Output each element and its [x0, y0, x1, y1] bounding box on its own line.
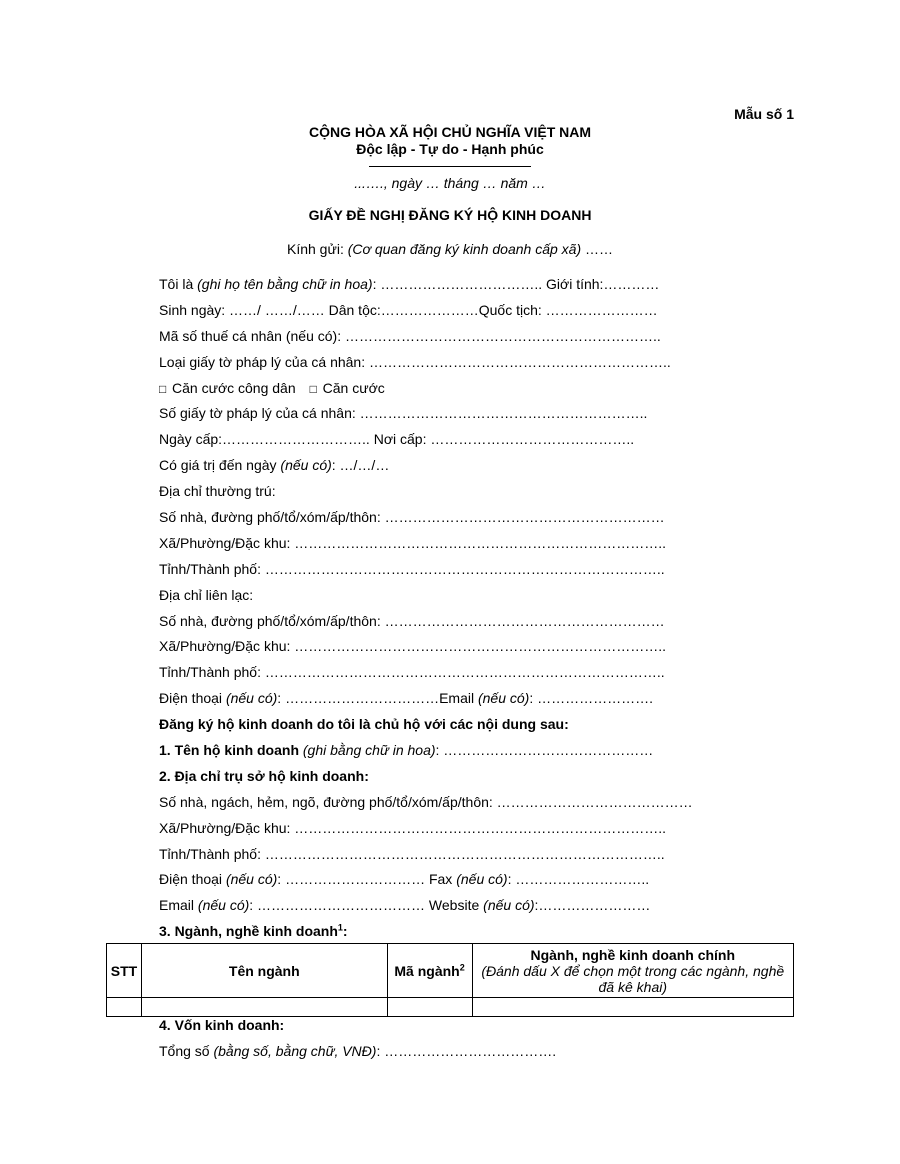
national-motto: Độc lập - Tự do - Hạnh phúc	[356, 141, 544, 157]
business-phone-blank: : ………………………… Fax	[277, 871, 457, 888]
business-name-field[interactable]	[159, 739, 799, 765]
col-industry-code	[387, 944, 472, 998]
option-citizen-id-label: Căn cước công dân	[172, 379, 296, 396]
tax-code-field[interactable]: Mã số thuế cá nhân (nếu có): …………………………………………………………..	[159, 327, 661, 344]
contact-address-heading: Địa chỉ liên lạc:	[159, 586, 254, 603]
email-hint: (nếu có)	[477, 690, 530, 707]
business-street-field[interactable]: Số nhà, ngách, hẻm, ngõ, đường phố/tổ/xóm/ấp/thôn: ……………………………………	[159, 793, 693, 810]
name-label: Tôi là	[159, 276, 198, 292]
phone-blank-email-label: : ……………………………Email	[277, 690, 478, 707]
col-industry-code-label: Mã ngành	[394, 962, 460, 979]
document-title: GIẤY ĐỀ NGHỊ ĐĂNG KÝ HỘ KINH DOANH	[308, 207, 592, 223]
section-1-hint: (ghi bằng chữ in hoa)	[299, 742, 436, 759]
permanent-city-field[interactable]: Tỉnh/Thành phố: …………………………………………………………………………..	[159, 560, 665, 577]
recipient-authority: (Cơ quan đăng ký kinh doanh cấp xã)	[347, 241, 582, 257]
industry-table-header	[107, 944, 794, 998]
business-ward-field[interactable]: Xã/Phường/Đặc khu: ……………………………………………………………………..	[159, 819, 667, 836]
national-title: CỘNG HÒA XÃ HỘI CHỦ NGHĨA VIỆT NAM	[308, 124, 592, 140]
fax-blank: : ………………………..	[507, 871, 650, 888]
recipient-line	[0, 241, 900, 257]
col-main-industry	[472, 944, 793, 998]
document-header	[0, 124, 900, 191]
business-email-label: Email	[159, 897, 198, 914]
col-industry-name: Tên ngành	[141, 944, 387, 998]
name-hint: (ghi họ tên bằng chữ in hoa)	[197, 276, 373, 292]
valid-until-field[interactable]	[159, 454, 799, 480]
website-blank: :……………………	[534, 897, 651, 914]
permanent-address-heading: Địa chỉ thường trú:	[159, 483, 276, 500]
checkbox-citizen-id[interactable]: □	[159, 381, 167, 396]
header-divider	[369, 166, 531, 167]
id-type-options	[159, 377, 799, 403]
id-document-type-field[interactable]: Loại giấy tờ pháp lý của cá nhân: ………………………………………………………..	[159, 353, 671, 370]
business-email-website-field[interactable]	[159, 894, 799, 920]
valid-blank: : …/…/…	[331, 457, 390, 474]
option-id-card-label: Căn cước	[322, 379, 385, 396]
capital-hint: (bằng số, bằng chữ, VNĐ)	[213, 1042, 377, 1059]
col-stt: STT	[107, 944, 142, 998]
issue-date-place-field[interactable]: Ngày cấp:………………………….. Nơi cấp: ……………………………………..	[159, 431, 635, 448]
email-blank: : …………………….	[529, 690, 654, 707]
checkbox-id-card[interactable]: □	[309, 381, 317, 396]
business-email-blank: : ……………………………… Website	[249, 897, 484, 914]
birth-ethnicity-nationality-field[interactable]: Sinh ngày: ……/ ……/…… Dân tộc:…………………Quốc tịch: ……………………	[159, 301, 658, 318]
business-phone-fax-field[interactable]	[159, 868, 799, 894]
place-date-line: ...…., ngày … tháng … năm …	[354, 175, 546, 191]
name-gender-blank: : …………………………….. Giới tính:…………	[372, 276, 660, 292]
business-phone-label: Điện thoại	[159, 871, 226, 888]
permanent-street-field[interactable]: Số nhà, đường phố/tổ/xóm/ấp/thôn: ……………………………………………………	[159, 509, 665, 526]
recipient-label: Kính gửi:	[286, 241, 348, 257]
col-main-industry-label: Ngành, nghề kinh doanh chính	[530, 946, 736, 963]
footnote-ref-1: 1	[337, 922, 343, 933]
capital-label: Tổng số	[159, 1042, 214, 1059]
phone-email-field[interactable]	[159, 687, 799, 713]
section-3-label: 3. Ngành, nghề kinh doanh	[159, 923, 338, 940]
capital-section	[159, 1014, 799, 1066]
cell-stt[interactable]	[107, 998, 142, 1017]
contact-ward-field[interactable]: Xã/Phường/Đặc khu: ……………………………………………………………………..	[159, 638, 667, 655]
business-intro-heading: Đăng ký hộ kinh doanh do tôi là chủ hộ với các nội dung sau:	[159, 716, 569, 733]
capital-blank: : ……………………………….	[376, 1042, 557, 1059]
section-2-title: 2. Địa chỉ trụ sở hộ kinh doanh:	[159, 767, 369, 784]
applicant-section	[159, 273, 799, 946]
contact-street-field[interactable]: Số nhà, đường phố/tổ/xóm/ấp/thôn: ……………………………………………………	[159, 612, 665, 629]
permanent-ward-field[interactable]: Xã/Phường/Đặc khu: ……………………………………………………………………..	[159, 534, 667, 551]
id-number-field[interactable]: Số giấy tờ pháp lý của cá nhân: ……………………………………………………..	[159, 405, 648, 422]
industry-table	[106, 943, 794, 1017]
phone-hint: (nếu có)	[225, 690, 278, 707]
col-main-industry-hint: (Đánh dấu X để chọn một trong các ngành, nghề đã kê khai)	[481, 962, 785, 995]
section-1-blank: : ………………………………………	[435, 742, 654, 759]
business-city-field[interactable]: Tỉnh/Thành phố: …………………………………………………………………………..	[159, 845, 665, 862]
business-email-hint: (nếu có)	[197, 897, 250, 914]
phone-label: Điện thoại	[159, 690, 226, 707]
form-number: Mẫu số 1	[734, 106, 794, 122]
business-phone-hint: (nếu có)	[225, 871, 278, 888]
valid-label: Có giá trị đến ngày	[159, 457, 281, 474]
section-1-title: 1. Tên hộ kinh doanh	[159, 742, 299, 759]
recipient-dots: ……	[581, 241, 614, 257]
applicant-name-field[interactable]	[159, 273, 799, 299]
website-hint: (nếu có)	[483, 897, 535, 914]
fax-hint: (nếu có)	[456, 871, 508, 888]
valid-hint: (nếu có)	[280, 457, 332, 474]
section-4-title: 4. Vốn kinh doanh:	[159, 1017, 285, 1033]
contact-city-field[interactable]: Tỉnh/Thành phố: …………………………………………………………………………..	[159, 664, 665, 681]
footnote-ref-2: 2	[459, 961, 465, 972]
section-3-colon: :	[342, 923, 348, 940]
total-capital-field[interactable]	[159, 1040, 799, 1066]
